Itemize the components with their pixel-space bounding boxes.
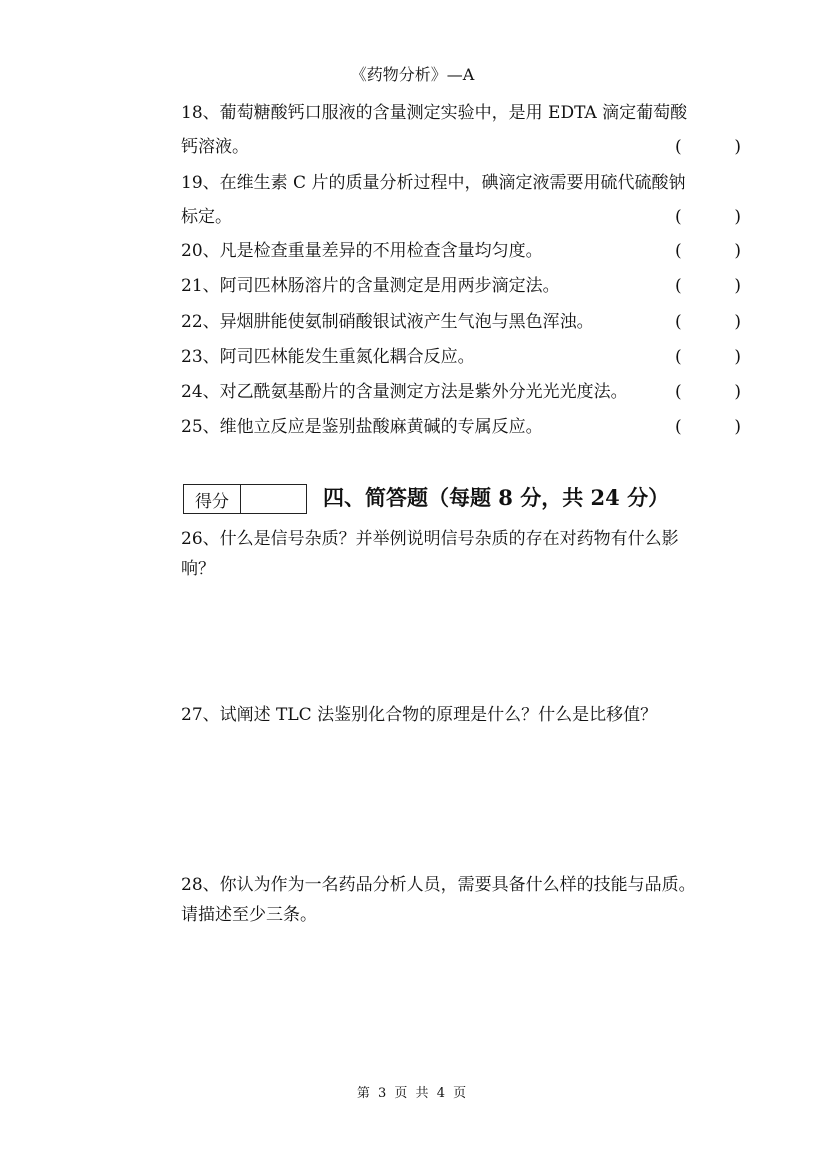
answer-blank-22[interactable]: ( ) — [675, 312, 741, 332]
question-22 — [181, 309, 741, 335]
question-18-text: 钙溶液。 — [181, 137, 249, 157]
answer-blank-24[interactable]: ( ) — [675, 382, 741, 402]
question-28-line2: 请描述至少三条。 — [181, 905, 317, 925]
question-25-text: 25、维他立反应是鉴别盐酸麻黄碱的专属反应。 — [181, 417, 543, 437]
question-19-text: 标定。 — [181, 207, 232, 227]
score-input-cell[interactable] — [241, 485, 306, 513]
question-22-text: 22、异烟肼能使氨制硝酸银试液产生气泡与黑色浑浊。 — [181, 312, 594, 332]
question-19-line2 — [181, 204, 741, 230]
answer-blank-23[interactable]: ( ) — [675, 347, 741, 367]
question-19-line1: 19、在维生素 C 片的质量分析过程中，碘滴定液需要用硫代硫酸钠 — [181, 173, 686, 193]
page-footer: 第 3 页 共 4 页 — [356, 1086, 469, 1101]
score-box — [183, 484, 307, 514]
exam-header: 《药物分析》—A — [350, 65, 475, 84]
question-20 — [181, 238, 741, 264]
question-24 — [181, 379, 741, 405]
section-header — [183, 484, 743, 514]
question-23 — [181, 344, 741, 370]
section-title: 四、简答题（每题 8 分，共 24 分） — [323, 485, 670, 510]
question-21-text: 21、阿司匹林肠溶片的含量测定是用两步滴定法。 — [181, 276, 560, 296]
question-28-line1: 28、你认为作为一名药品分析人员，需要具备什么样的技能与品质。 — [181, 875, 696, 895]
question-18-line1: 18、葡萄糖酸钙口服液的含量测定实验中，是用 EDTA 滴定葡萄酸 — [181, 103, 688, 123]
answer-blank-18[interactable]: ( ) — [675, 137, 741, 157]
question-26-line2: 响？ — [181, 559, 215, 579]
answer-blank-19[interactable]: ( ) — [675, 207, 741, 227]
question-23-text: 23、阿司匹林能发生重氮化耦合反应。 — [181, 347, 475, 367]
score-label: 得分 — [184, 485, 241, 513]
question-25 — [181, 414, 741, 440]
question-26-line1: 26、什么是信号杂质？并举例说明信号杂质的存在对药物有什么影 — [181, 529, 679, 549]
answer-blank-20[interactable]: ( ) — [675, 241, 741, 261]
question-20-text: 20、凡是检查重量差异的不用检查含量均匀度。 — [181, 241, 543, 261]
question-18-line2 — [181, 134, 741, 160]
answer-blank-21[interactable]: ( ) — [675, 276, 741, 296]
question-24-text: 24、对乙酰氨基酚片的含量测定方法是紫外分光光光度法。 — [181, 382, 628, 402]
answer-blank-25[interactable]: ( ) — [675, 417, 741, 437]
question-27: 27、试阐述 TLC 法鉴别化合物的原理是什么？什么是比移值？ — [181, 705, 658, 725]
question-21 — [181, 273, 741, 299]
